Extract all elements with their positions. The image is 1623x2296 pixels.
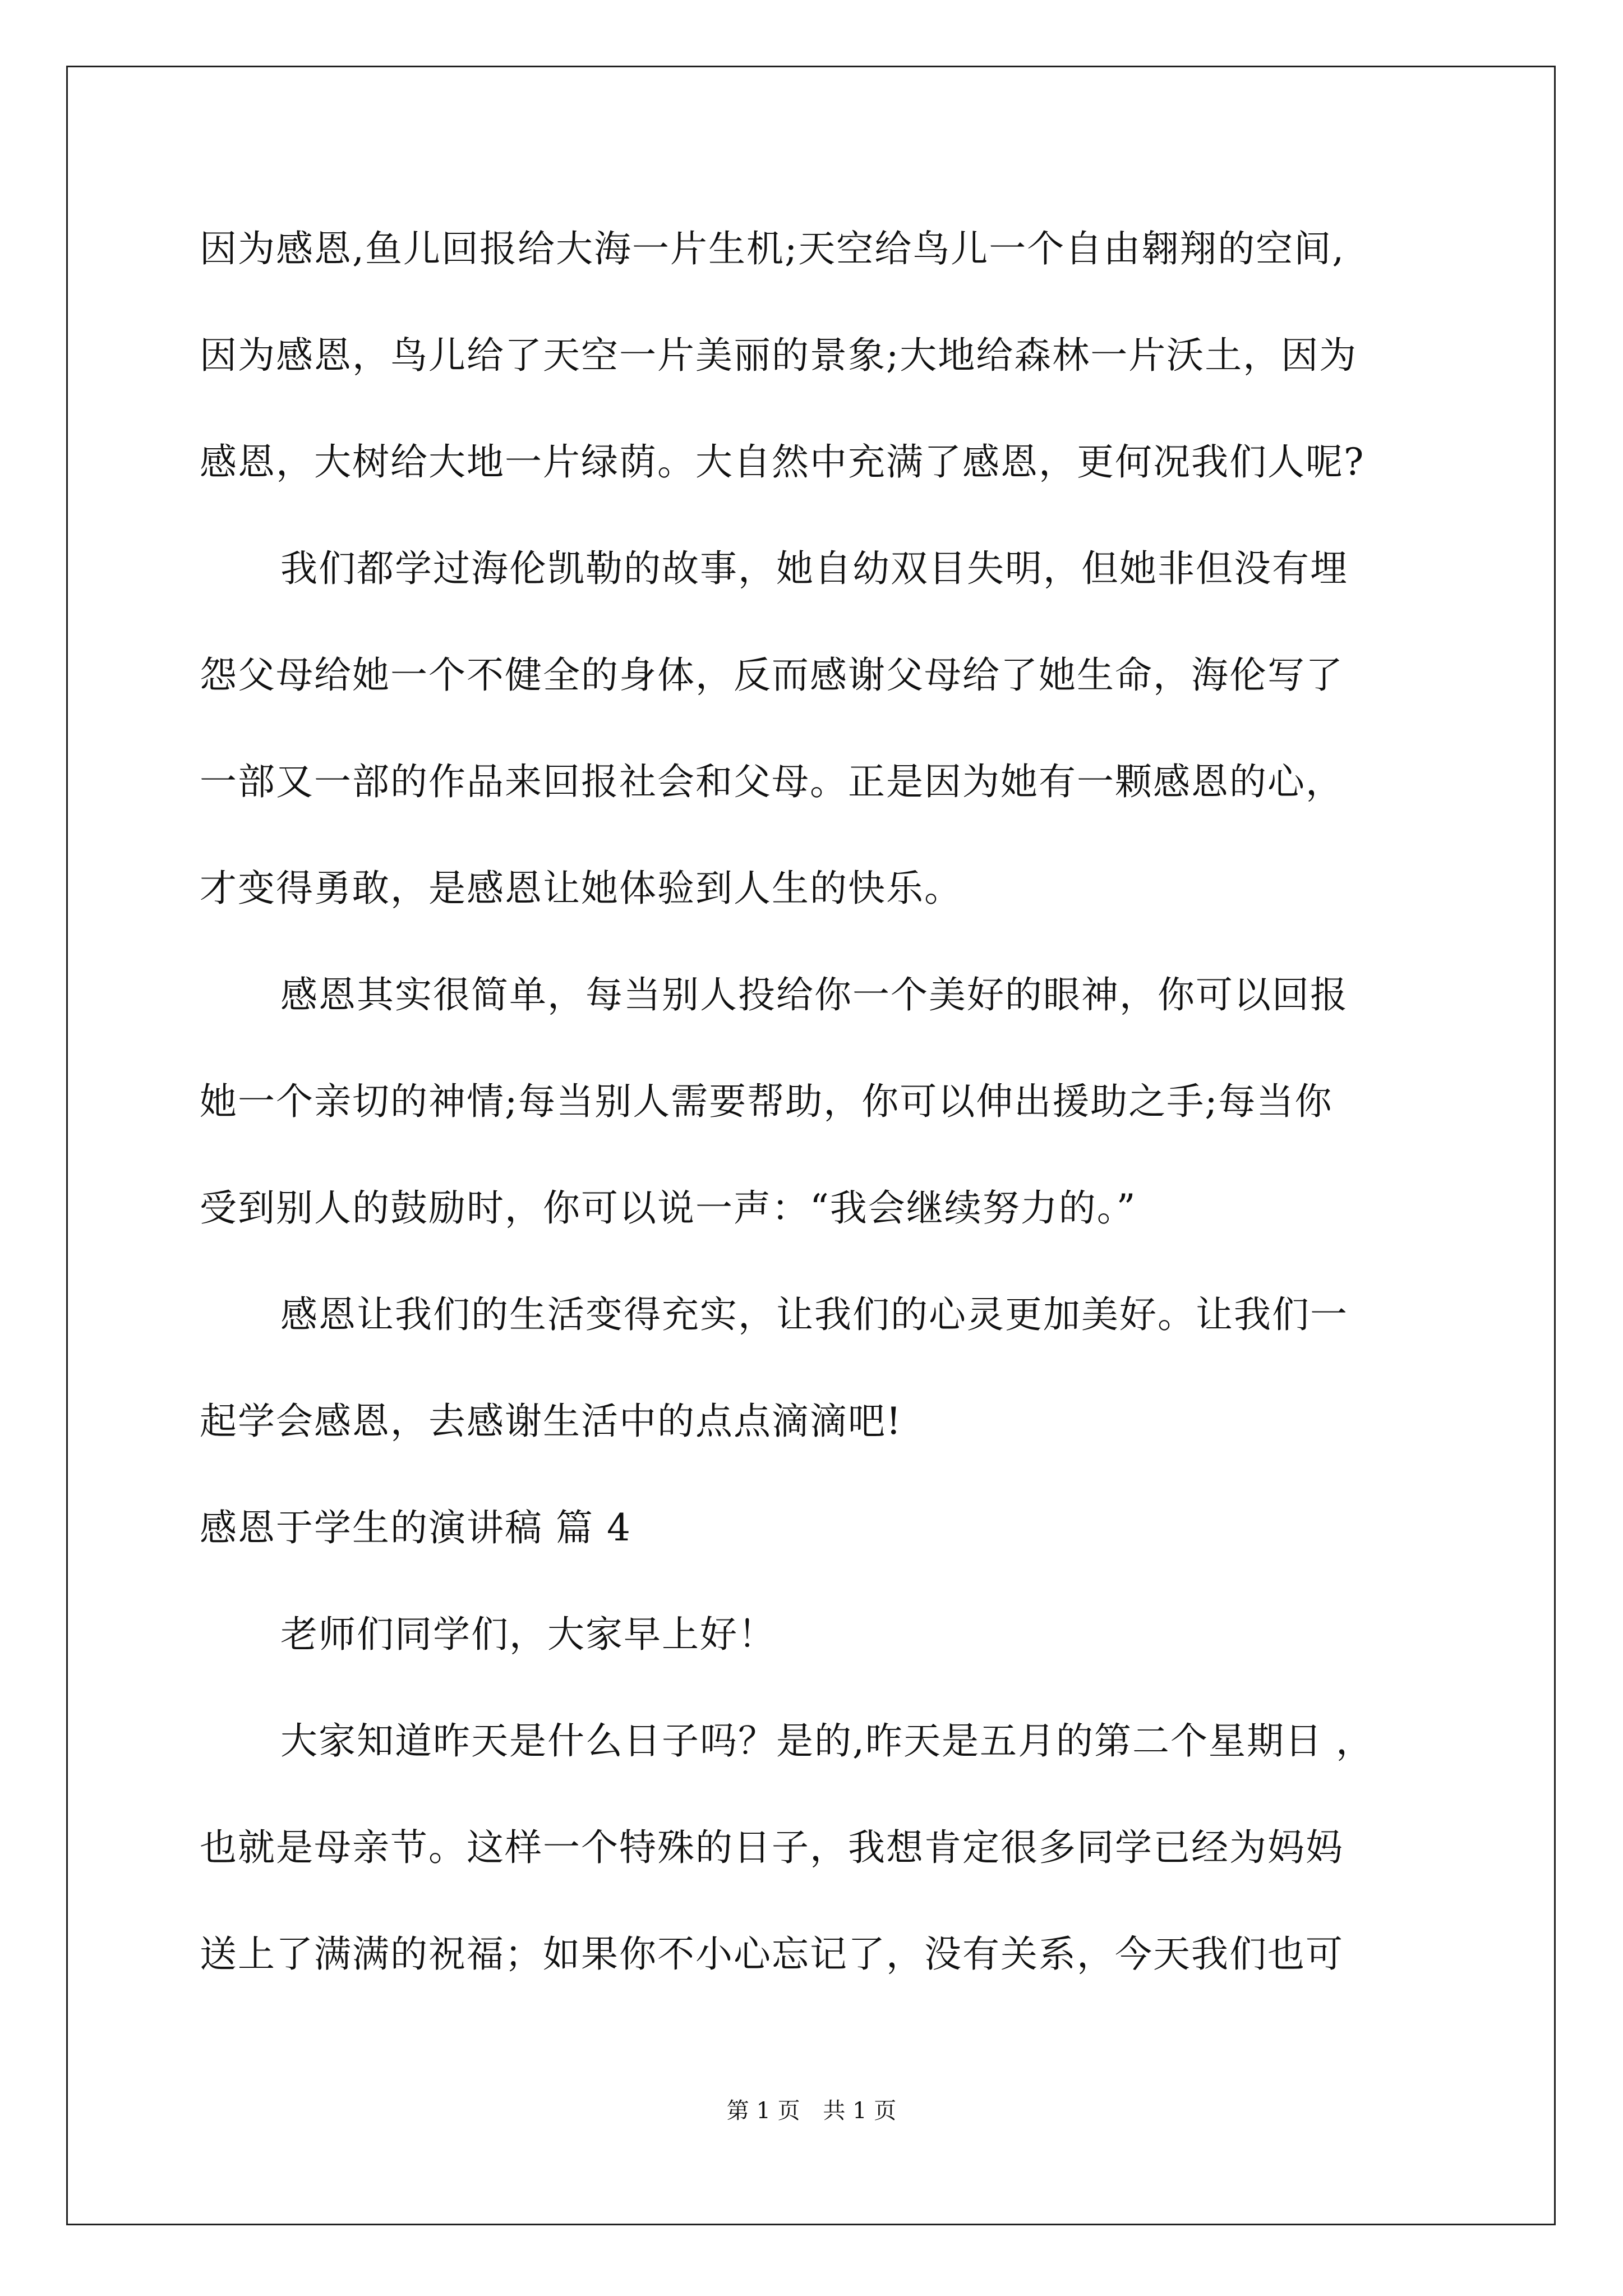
text-line-3: 感恩，大树给大地一片绿荫。大自然中充满了感恩，更何况我们人呢? — [200, 440, 1365, 484]
text-line-5: 怨父母给她一个不健全的身体，反而感谢父母给了她生命，海伦写了 — [200, 654, 1344, 697]
text-line-7: 才变得勇敢，是感恩让她体验到人生的快乐。 — [200, 867, 962, 910]
text-line-1: 因为感恩,鱼儿回报给大海一片生机;天空给鸟儿一个自由翱翔的空间, — [200, 227, 1345, 270]
text-line-8: 感恩其实很简单，每当别人投给你一个美好的眼神，你可以回报 — [280, 973, 1348, 1016]
text-line-17: 送上了满满的祝福；如果你不小心忘记了，没有关系，今天我们也可 — [200, 1932, 1344, 1976]
text-line-2: 因为感恩，鸟儿给了天空一片美丽的景象;大地给森林一片沃土，因为 — [200, 334, 1358, 377]
page-number: 第 1 页 — [726, 2098, 800, 2124]
section-heading: 感恩于学生的演讲稿 篇 4 — [200, 1506, 631, 1549]
text-line-16: 也就是母亲节。这样一个特殊的日子，我想肯定很多同学已经为妈妈 — [200, 1826, 1344, 1869]
page-footer — [0, 2097, 1623, 2125]
text-line-10: 受到别人的鼓励时，你可以说一声：“我会继续努力的。” — [200, 1186, 1137, 1230]
text-line-12: 起学会感恩，去感谢生活中的点点滴滴吧! — [200, 1400, 902, 1443]
text-line-6: 一部又一部的作品来回报社会和父母。正是因为她有一颗感恩的心， — [200, 760, 1344, 803]
text-line-14: 老师们同学们，大家早上好！ — [280, 1613, 776, 1656]
text-line-11: 感恩让我们的生活变得充实，让我们的心灵更加美好。让我们一 — [280, 1293, 1348, 1336]
page-total: 共 1 页 — [823, 2098, 897, 2124]
text-line-15: 大家知道昨天是什么日子吗？是的,昨天是五月的第二个星期日 ， — [280, 1719, 1374, 1763]
page-frame — [66, 66, 1556, 2225]
text-line-9: 她一个亲切的神情;每当别人需要帮助，你可以伸出援助之手;每当你 — [200, 1080, 1333, 1123]
text-line-4: 我们都学过海伦凯勒的故事，她自幼双目失明，但她非但没有埋 — [280, 547, 1348, 590]
